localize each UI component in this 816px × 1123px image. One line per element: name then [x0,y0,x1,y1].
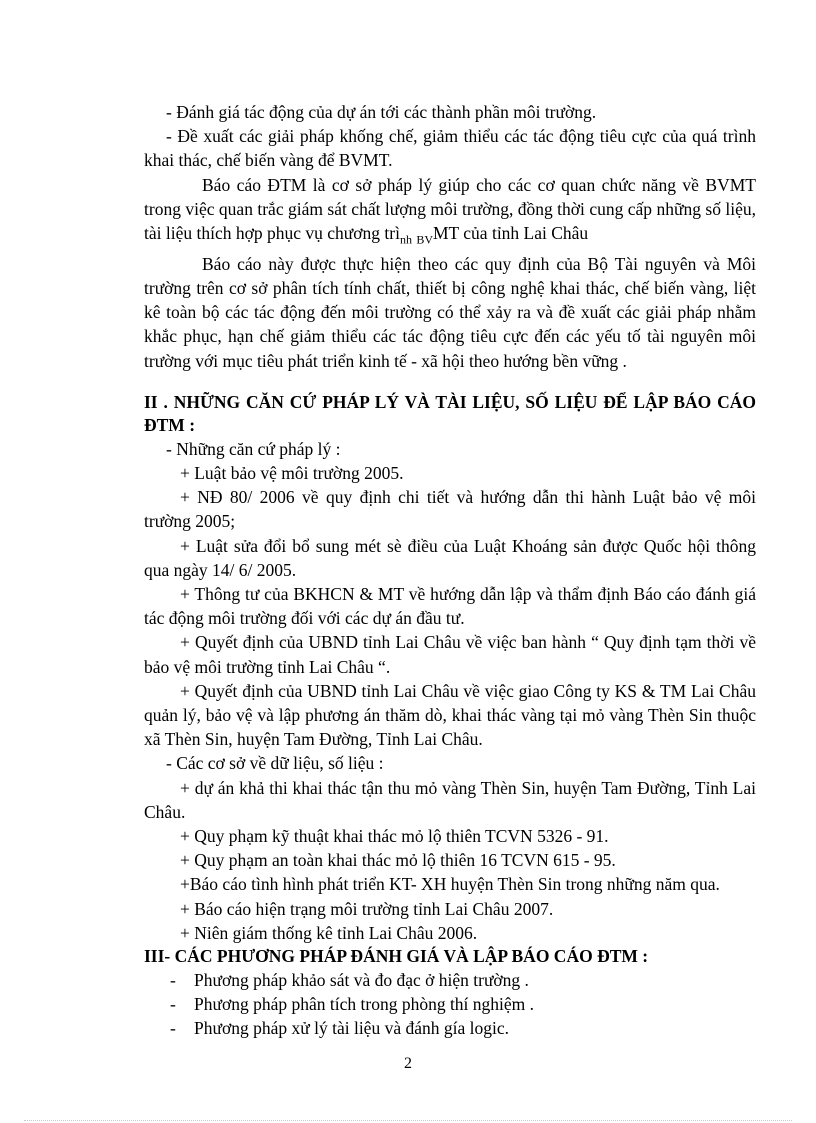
legal-item-1: + Luật bảo vệ môi trường 2005. [180,462,404,483]
data-item-5: + Báo cáo hiện trạng môi trường tỉnh Lai Châu 2007. [180,898,554,919]
legal-item-3: + Luật sửa đổi bổ sung mét sè điều của Luật Khoáng sản được Quốc hội thông qua ngày 14/ 6/ 2005. [144,535,756,580]
method-item-2 [144,992,756,1016]
method-item-1-text: Phương pháp khảo sát và đo đạc ở hiện trường . [194,970,529,990]
method-item-2-text: Phương pháp phân tích trong phòng thí nghiệm . [194,994,535,1015]
list-bullet: - [170,970,176,990]
section-3-heading: III- CÁC PHƯƠNG PHÁP ĐÁNH GIÁ VÀ LẬP BÁO CÁO ĐTM : [144,946,649,966]
method-item-3 [144,1016,756,1040]
legal-item-5: + Quyết định của UBND tỉnh Lai Châu về việc ban hành “ Quy định tạm thời về bảo vệ môi trường tỉnh Lai Châu “. [144,632,756,677]
intro-paragraph-2: Báo cáo này được thực hiện theo các quy định của Bộ Tài nguyên và Môi trường trên cơ sở phân tích tính chất, thiết bị công nghệ khai thác, chế biến vàng, liệt kê toàn bộ các tác động đến môi trường có thể xảy ra và đề xuất các giải pháp nhằm khắc phục, hạn chế giảm thiểu các tác động tiêu cực đến các yếu tố tài nguyên môi trường với mục tiêu phát triển kinh tế - xã hội theo hướng bền vững . [144,253,756,371]
page-number: 2 [404,1055,412,1072]
data-item-3: + Quy phạm an toàn khai thác mỏ lộ thiên 16 TCVN 615 - 95. [180,850,616,871]
page-body [144,100,756,1041]
intro-paragraph-1-sub-a: nh [399,232,412,247]
intro-item-2: - Đề xuất các giải pháp khống chế, giảm thiểu các tác động tiêu cực của quá trình khai thác, chế biến vàng để BVMT. [144,126,756,171]
method-item-1 [144,968,756,992]
method-item-3-text: Phương pháp xử lý tài liệu và đánh gía logic. [194,1018,509,1039]
page-bottom-divider [24,1120,792,1121]
legal-item-6: + Quyết định của UBND tỉnh Lai Châu về việc giao Công ty KS & TM Lai Châu quản lý, bảo vệ và lập phương án thăm dò, khai thác vàng tại mỏ vàng Thèn Sin thuộc xã Thèn Sin, huyện Tam Đường, Tỉnh Lai Châu. [144,680,756,750]
data-item-1: + dự án khả thi khai thác tận thu mỏ vàng Thèn Sin, huyện Tam Đường, Tỉnh Lai Châu. [144,777,756,822]
intro-paragraph-1-sub-b: BV [416,232,433,247]
data-item-4: +Báo cáo tình hình phát triển KT- XH huyện Thèn Sin trong những năm qua. [180,874,720,895]
data-item-6: + Niên giám thống kê tỉnh Lai Châu 2006. [180,922,478,943]
list-bullet: - [170,1018,176,1039]
legal-item-4: + Thông tư của BKHCN & MT về hướng dẫn lập và thẩm định Báo cáo đánh giá tác động môi trường đối với các dự án đầu tư. [144,583,756,629]
intro-item-1: - Đánh giá tác động của dự án tới các thành phần môi trường. [166,102,597,122]
data-item-2: + Quy phạm kỹ thuật khai thác mỏ lộ thiên TCVN 5326 - 91. [180,825,609,846]
intro-paragraph-1-main: Báo cáo ĐTM là cơ sở pháp lý giúp cho các cơ quan chức năng về BVMT trong việc quan trắc giám sát chất lượng môi trường, đồng thời cung cấp những số liệu, tài liệu thích hợp phục vụ chương trì [144,174,756,244]
legal-item-2: + NĐ 80/ 2006 về quy định chi tiết và hướng dẫn thi hành Luật bảo vệ môi trường 2005; [144,487,756,532]
intro-paragraph-1-tail: MT của tỉnh Lai Châu [432,223,589,244]
intro-paragraph-1 [144,173,756,252]
section-2-heading: II . NHỮNG CĂN CỨ PHÁP LÝ VÀ TÀI LIỆU, SỐ LIỆU ĐỂ LẬP BÁO CÁO ĐTM : [144,391,756,435]
data-basis-intro: - Các cơ sở về dữ liệu, số liệu : [166,753,384,774]
legal-basis-intro: - Những căn cứ pháp lý : [166,438,341,459]
list-bullet: - [170,994,176,1015]
